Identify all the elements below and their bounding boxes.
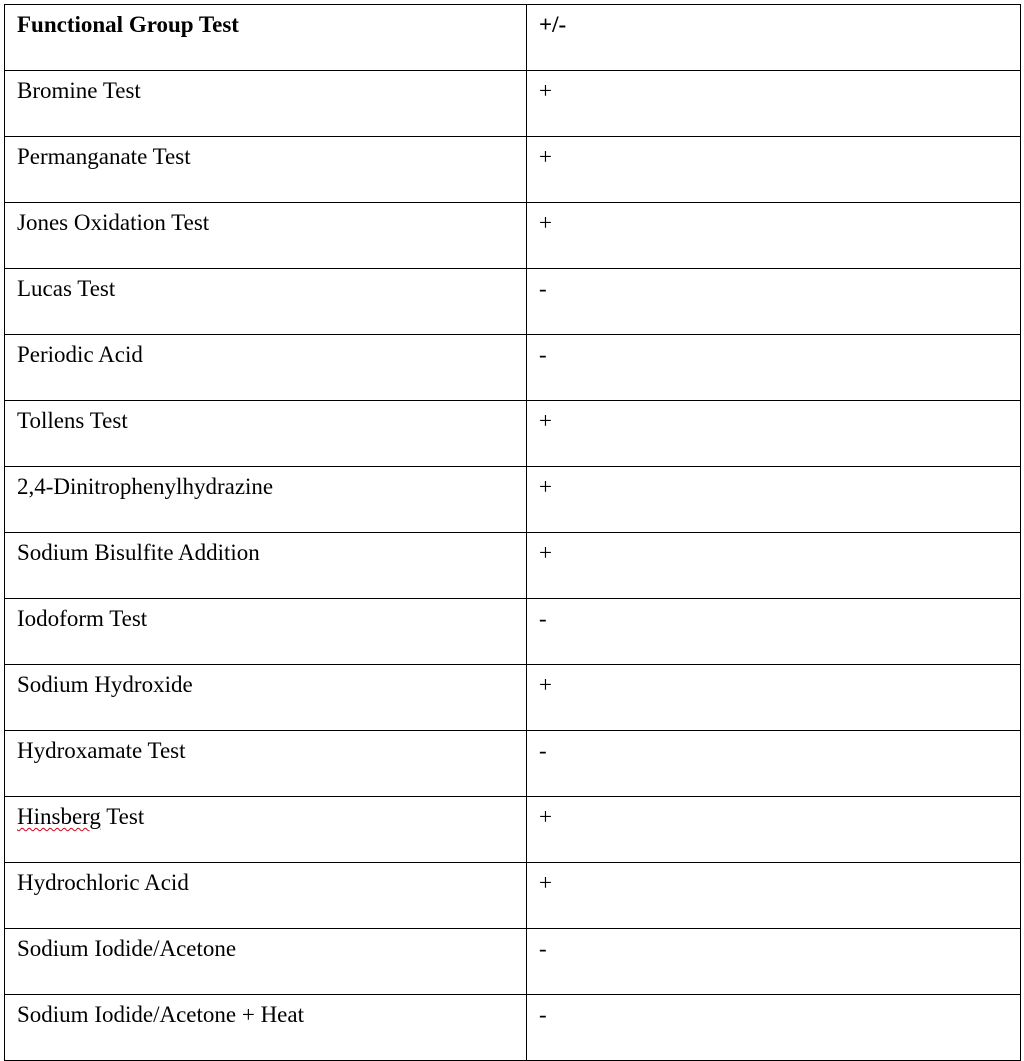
test-name-cell: Periodic Acid [5, 335, 527, 401]
result-sign: - [539, 606, 547, 631]
test-name-cell: Permanganate Test [5, 137, 527, 203]
functional-group-test-table [4, 4, 1021, 1061]
result-cell [527, 71, 1021, 137]
spellcheck-flagged-word: Hinsberg [17, 804, 101, 829]
test-name-cell: Hydrochloric Acid [5, 863, 527, 929]
result-cell [527, 533, 1021, 599]
header-test-cell: Functional Group Test [5, 5, 527, 71]
test-name-cell: 2,4-Dinitrophenylhydrazine [5, 467, 527, 533]
result-sign: + [539, 540, 552, 565]
result-sign: - [539, 276, 547, 301]
table-row [5, 929, 1021, 995]
table-row [5, 797, 1021, 863]
result-sign: - [539, 936, 547, 961]
test-name-cell: Bromine Test [5, 71, 527, 137]
result-sign: - [539, 738, 547, 763]
table-row [5, 203, 1021, 269]
table-header-row [5, 5, 1021, 71]
result-cell [527, 599, 1021, 665]
result-cell [527, 137, 1021, 203]
table-row [5, 863, 1021, 929]
table-row [5, 731, 1021, 797]
result-sign: + [539, 408, 552, 433]
table-row [5, 71, 1021, 137]
test-name-cell: Tollens Test [5, 401, 527, 467]
table-row [5, 995, 1021, 1061]
table-row [5, 467, 1021, 533]
table-row [5, 335, 1021, 401]
result-cell [527, 731, 1021, 797]
result-sign: + [539, 672, 552, 697]
table-row [5, 401, 1021, 467]
result-cell [527, 665, 1021, 731]
result-cell [527, 269, 1021, 335]
result-cell [527, 335, 1021, 401]
test-name-cell: Sodium Hydroxide [5, 665, 527, 731]
table-row [5, 269, 1021, 335]
result-sign: + [539, 144, 552, 169]
result-cell [527, 929, 1021, 995]
test-name-cell: Jones Oxidation Test [5, 203, 527, 269]
result-cell [527, 401, 1021, 467]
result-sign: + [539, 78, 552, 103]
result-cell [527, 797, 1021, 863]
test-name-remainder: Test [100, 804, 145, 829]
result-sign: - [539, 1002, 547, 1027]
result-sign: + [539, 870, 552, 895]
result-sign: + [539, 474, 552, 499]
table-row [5, 533, 1021, 599]
table-row [5, 665, 1021, 731]
header-result-cell: +/- [527, 5, 1021, 71]
test-name-cell: Sodium Iodide/Acetone [5, 929, 527, 995]
result-cell [527, 863, 1021, 929]
result-sign: + [539, 210, 552, 235]
test-name-cell: Lucas Test [5, 269, 527, 335]
test-name-cell: Sodium Iodide/Acetone + Heat [5, 995, 527, 1061]
test-name-cell: Sodium Bisulfite Addition [5, 533, 527, 599]
result-cell [527, 467, 1021, 533]
test-name-cell: Hydroxamate Test [5, 731, 527, 797]
result-cell [527, 203, 1021, 269]
test-name-cell: Iodoform Test [5, 599, 527, 665]
result-sign: - [539, 342, 547, 367]
result-cell [527, 995, 1021, 1061]
table-row [5, 137, 1021, 203]
result-sign: + [539, 804, 552, 829]
table-row [5, 599, 1021, 665]
test-name-cell [5, 797, 527, 863]
